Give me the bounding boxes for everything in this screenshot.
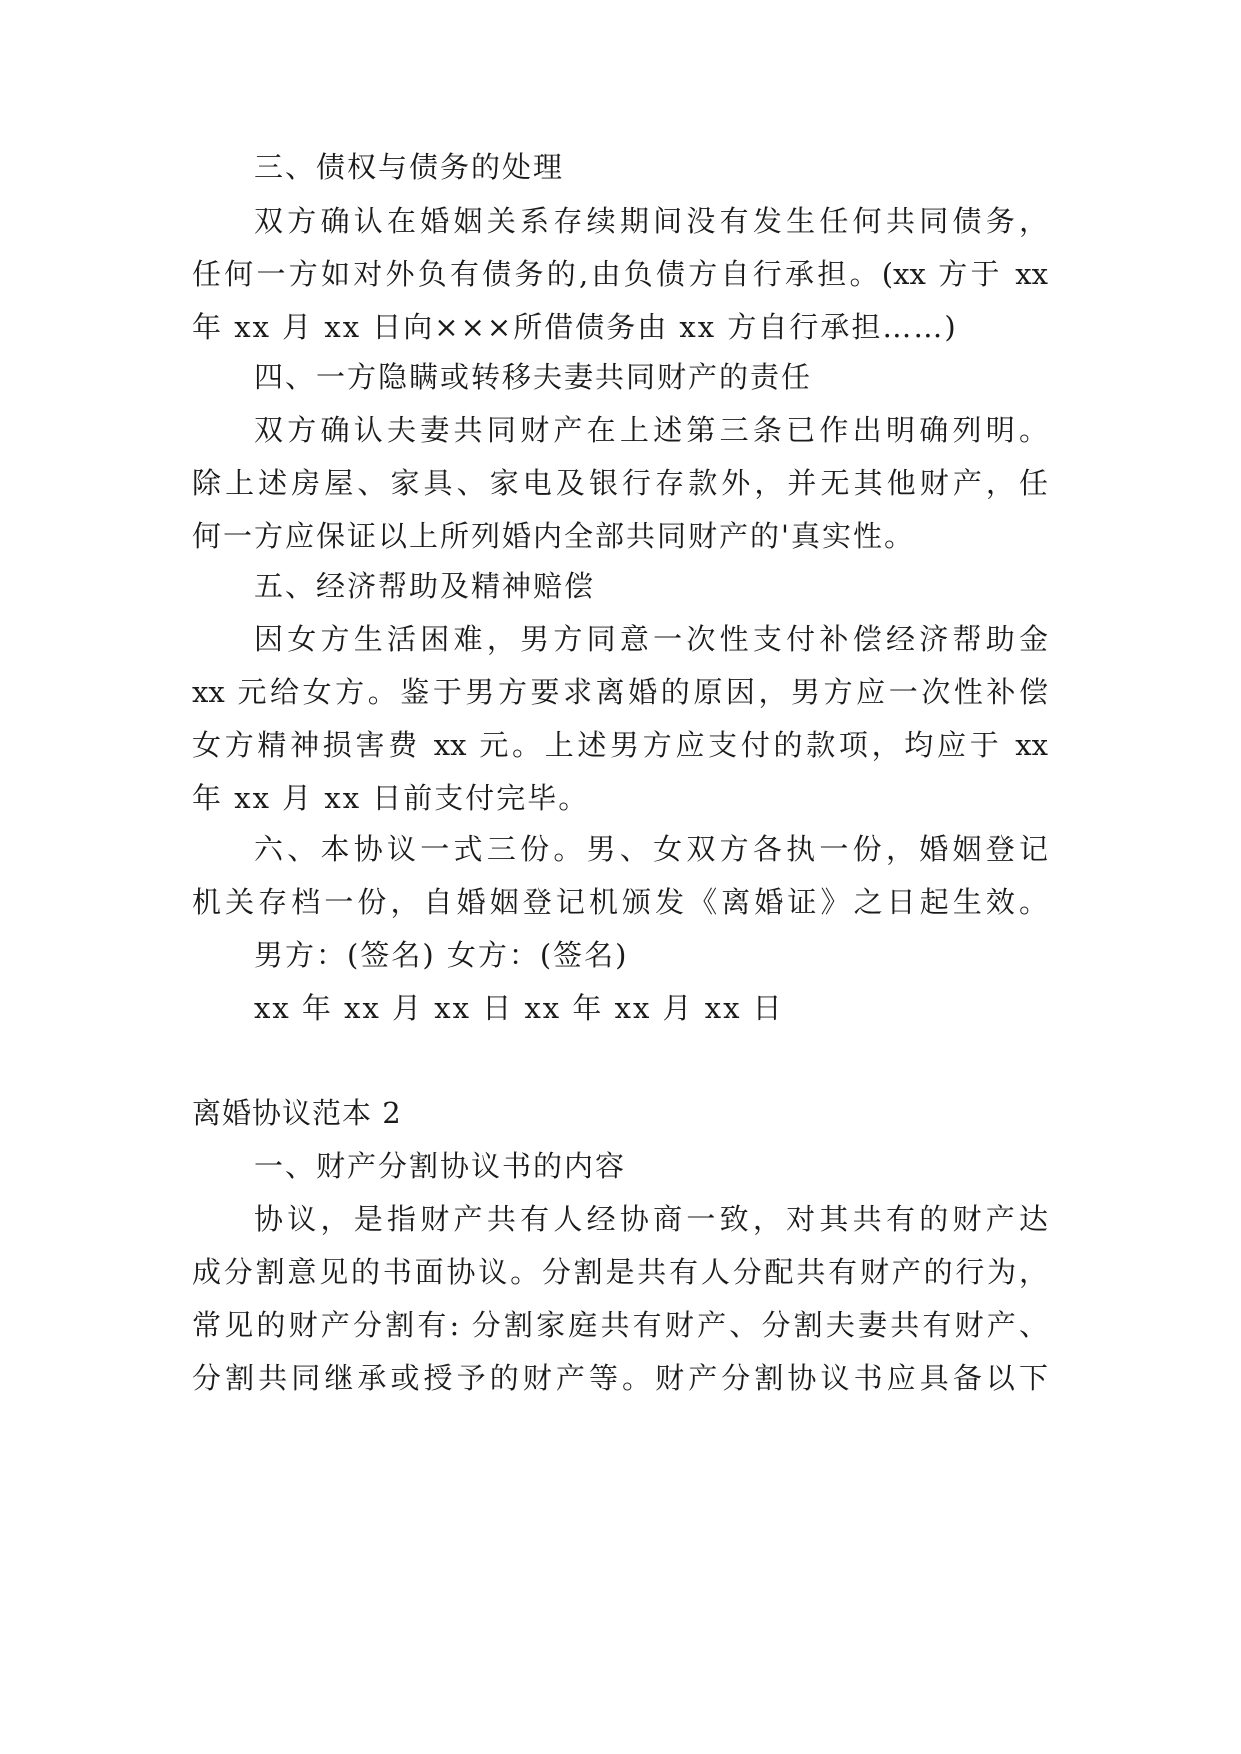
paragraph-line: 除上述房屋、家具、家电及银行存款外，并无其他财产，任: [192, 466, 1048, 500]
paragraph-line: 任何一方如对外负有债务的,由负债方自行承担。(xx 方于 xx: [192, 257, 1048, 291]
section-heading-concealment: 四、一方隐瞒或转移夫妻共同财产的责任: [254, 360, 813, 394]
paragraph-line: 年 xx 月 xx 日前支付完毕。: [192, 781, 590, 815]
section-heading-compensation: 五、经济帮助及精神赔偿: [254, 569, 596, 603]
signature-line: 男方：(签名) 女方：(签名): [254, 938, 629, 972]
signature-date: xx 年 xx 月 xx 日 xx 年 xx 月 xx 日: [254, 991, 784, 1025]
paragraph-line: 年 xx 月 xx 日向×××所借债务由 xx 方自行承担……): [192, 310, 958, 344]
paragraph-line: 成分割意见的书面协议。分割是共有人分配共有财产的行为，: [192, 1255, 1048, 1289]
paragraph-line: 机关存档一份，自婚姻登记机颁发《离婚证》之日起生效。: [192, 885, 1048, 919]
section-heading-debts: 三、债权与债务的处理: [254, 150, 565, 184]
paragraph-line: 协议，是指财产共有人经协商一致，对其共有的财产达: [254, 1202, 1048, 1236]
paragraph-line: 分割共同继承或授予的财产等。财产分割协议书应具备以下: [192, 1361, 1048, 1395]
section-heading-property: 一、财产分割协议书的内容: [254, 1149, 627, 1183]
paragraph-line: xx 元给女方。鉴于男方要求离婚的原因，男方应一次性补偿: [192, 675, 1048, 709]
paragraph-line: 因女方生活困难，男方同意一次性支付补偿经济帮助金: [254, 622, 1048, 656]
paragraph-line: 双方确认在婚姻关系存续期间没有发生任何共同债务，: [254, 204, 1048, 238]
template-title: 离婚协议范本 2: [192, 1096, 402, 1130]
paragraph-line: 常见的财产分割有: 分割家庭共有财产、分割夫妻共有财产、: [192, 1308, 1048, 1342]
paragraph-line: 女方精神损害费 xx 元。上述男方应支付的款项，均应于 xx: [192, 728, 1048, 762]
paragraph-line: 六、本协议一式三份。男、女双方各执一份，婚姻登记: [254, 832, 1048, 866]
paragraph-line: 何一方应保证以上所列婚内全部共同财产的'真实性。: [192, 519, 915, 553]
paragraph-line: 双方确认夫妻共同财产在上述第三条已作出明确列明。: [254, 413, 1048, 447]
